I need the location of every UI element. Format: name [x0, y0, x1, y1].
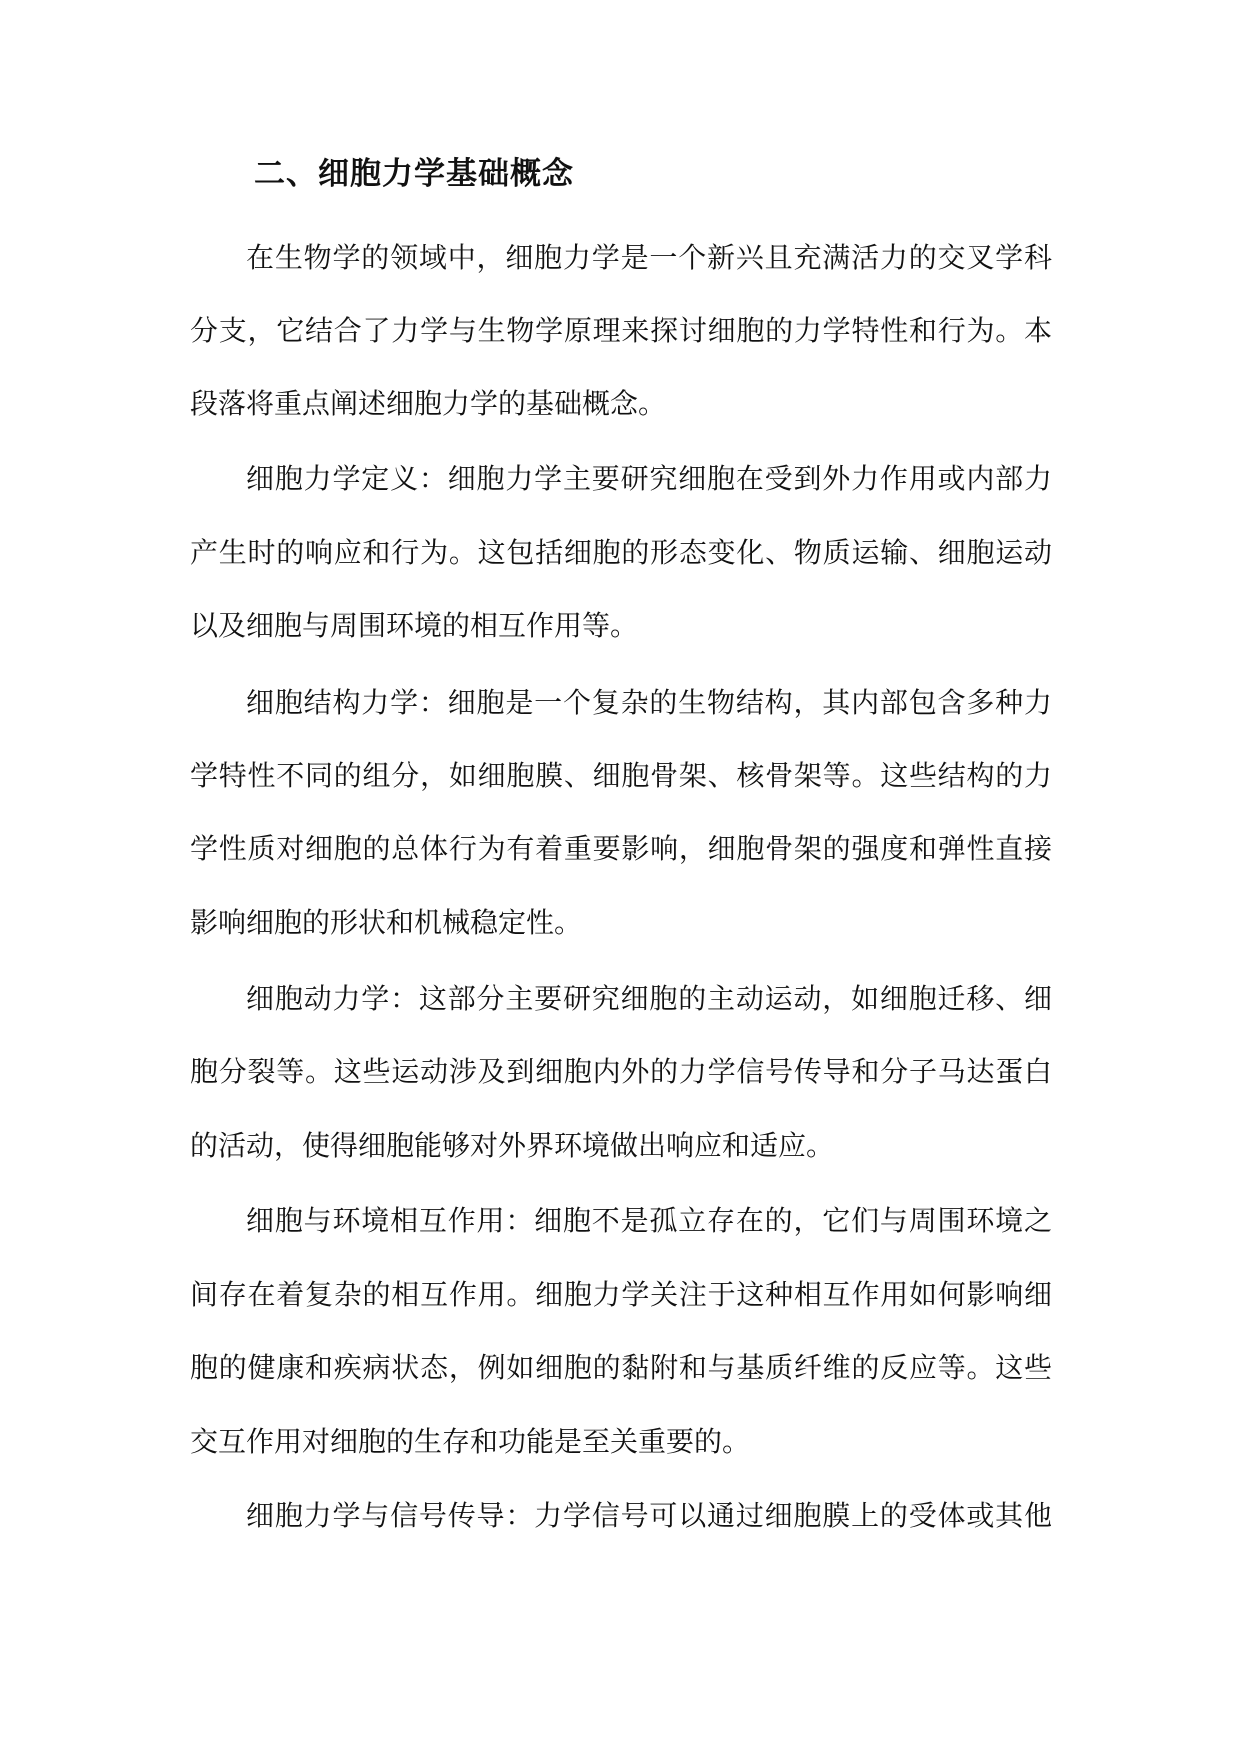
paragraph-line: 胞分裂等。这些运动涉及到细胞内外的力学信号传导和分子马达蛋白 — [190, 1055, 1052, 1088]
paragraph-line: 在生物学的领域中，细胞力学是一个新兴且充满活力的交叉学科 — [246, 241, 1052, 274]
paragraph-line: 分支，它结合了力学与生物学原理来探讨细胞的力学特性和行为。本 — [190, 314, 1052, 347]
paragraph-line: 细胞结构力学：细胞是一个复杂的生物结构，其内部包含多种力 — [246, 686, 1052, 719]
paragraph-line: 段落将重点阐述细胞力学的基础概念。 — [190, 387, 667, 420]
paragraph-line: 学性质对细胞的总体行为有着重要影响，细胞骨架的强度和弹性直接 — [190, 832, 1052, 865]
paragraph-line: 以及细胞与周围环境的相互作用等。 — [190, 609, 639, 642]
paragraph-line: 的活动，使得细胞能够对外界环境做出响应和适应。 — [190, 1129, 835, 1162]
paragraph-line: 细胞力学定义：细胞力学主要研究细胞在受到外力作用或内部力 — [246, 462, 1052, 495]
paragraph-line: 细胞力学与信号传导：力学信号可以通过细胞膜上的受体或其他 — [246, 1499, 1052, 1532]
paragraph-line: 细胞与环境相互作用：细胞不是孤立存在的，它们与周围环境之 — [246, 1204, 1052, 1237]
paragraph-line: 学特性不同的组分，如细胞膜、细胞骨架、核骨架等。这些结构的力 — [190, 759, 1052, 792]
paragraph-line: 产生时的响应和行为。这包括细胞的形态变化、物质运输、细胞运动 — [190, 536, 1052, 569]
paragraph-line: 影响细胞的形状和机械稳定性。 — [190, 906, 583, 939]
paragraph-line: 交互作用对细胞的生存和功能是至关重要的。 — [190, 1425, 751, 1458]
paragraph-line: 间存在着复杂的相互作用。细胞力学关注于这种相互作用如何影响细 — [190, 1278, 1052, 1311]
section-heading: 二、细胞力学基础概念 — [254, 156, 574, 192]
paragraph-line: 胞的健康和疾病状态，例如细胞的黏附和与基质纤维的反应等。这些 — [190, 1351, 1052, 1384]
paragraph-line: 细胞动力学：这部分主要研究细胞的主动运动，如细胞迁移、细 — [246, 982, 1052, 1015]
